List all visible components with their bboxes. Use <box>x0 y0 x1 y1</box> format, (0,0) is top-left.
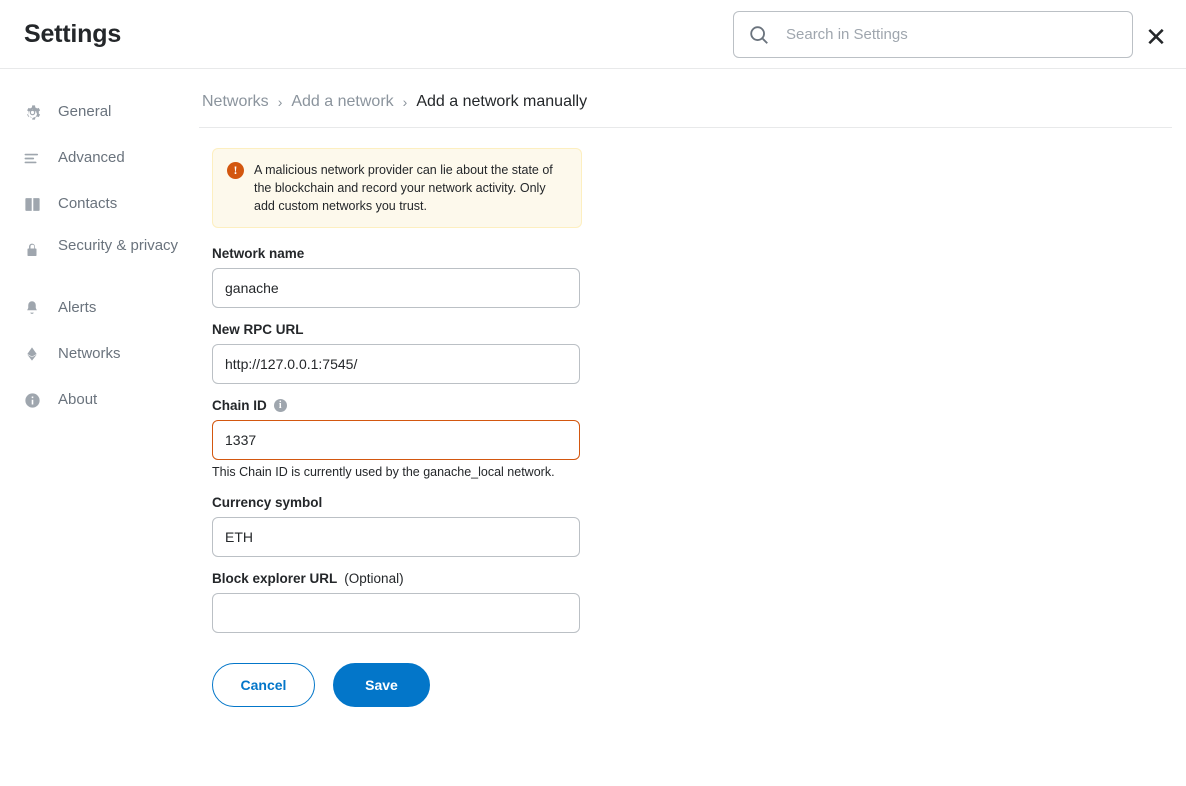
rpc-url-label <box>212 322 582 337</box>
gear-icon <box>22 102 42 122</box>
sidebar-item-advanced[interactable] <box>0 135 199 181</box>
sidebar-item-security-privacy[interactable] <box>0 227 199 285</box>
page-title: Settings <box>24 19 122 48</box>
breadcrumb <box>199 69 1172 128</box>
rpc-url-input[interactable] <box>212 344 580 384</box>
block-explorer-url-label <box>212 571 582 586</box>
sidebar-item-alerts[interactable] <box>0 285 199 331</box>
breadcrumb-item-current: Add a network manually <box>416 93 588 110</box>
sidebar-item-contacts[interactable] <box>0 181 199 227</box>
breadcrumb-separator: › <box>402 94 408 110</box>
settings-header <box>0 0 1186 69</box>
close-icon[interactable]: ✕ <box>1141 22 1171 52</box>
sidebar-item-label: General <box>58 102 112 120</box>
chain-id-label-text: Chain ID <box>212 398 267 414</box>
chain-id-helper-text: This Chain ID is currently used by the ganache_local network. <box>212 465 555 480</box>
breadcrumb-separator: › <box>277 94 283 110</box>
network-name-input[interactable] <box>212 268 580 308</box>
chain-id-label <box>212 398 582 413</box>
rpc-url-label-text: New RPC URL <box>212 322 304 338</box>
exclamation-icon: ! <box>227 162 244 179</box>
sidebar-item-networks[interactable] <box>0 331 199 377</box>
sidebar-item-label: Security & privacy <box>58 237 179 254</box>
chain-id-input[interactable] <box>212 420 580 460</box>
main-content <box>199 69 1186 786</box>
sliders-icon <box>22 148 42 168</box>
sidebar-item-about[interactable] <box>0 377 199 423</box>
info-icon[interactable]: i <box>274 399 287 412</box>
malicious-network-warning <box>212 148 582 228</box>
form-actions <box>212 663 582 707</box>
save-button[interactable]: Save <box>333 663 430 707</box>
add-network-form <box>212 128 582 707</box>
search-input[interactable] <box>784 25 1118 44</box>
sidebar-item-label: Contacts <box>58 194 118 212</box>
network-icon <box>22 344 42 364</box>
currency-symbol-label <box>212 495 582 510</box>
block-explorer-url-input[interactable] <box>212 593 580 633</box>
warning-text: A malicious network provider can lie about the state of the blockchain and record your network activity. Only add custom networks you trust. <box>254 163 553 214</box>
search-box[interactable] <box>733 11 1133 58</box>
currency-symbol-input[interactable] <box>212 517 580 557</box>
network-name-label-text: Network name <box>212 246 305 262</box>
info-circle-icon <box>22 390 42 410</box>
breadcrumb-item-add-a-network[interactable]: Add a network <box>291 93 394 110</box>
sidebar-item-label: About <box>58 390 98 408</box>
sidebar <box>0 69 199 786</box>
address-book-icon <box>22 194 42 214</box>
network-name-label <box>212 246 582 261</box>
sidebar-item-label: Networks <box>58 344 121 362</box>
block-explorer-url-label-text: Block explorer URL <box>212 571 338 587</box>
optional-tag: (Optional) <box>344 571 404 587</box>
sidebar-item-label: Alerts <box>58 298 97 316</box>
breadcrumb-item-networks[interactable]: Networks <box>202 93 269 110</box>
sidebar-item-general[interactable] <box>0 89 199 135</box>
sidebar-item-label: Advanced <box>58 148 125 166</box>
lock-icon <box>22 240 42 260</box>
search-icon <box>748 24 770 46</box>
cancel-button[interactable]: Cancel <box>212 663 315 707</box>
currency-symbol-label-text: Currency symbol <box>212 495 323 511</box>
bell-icon <box>22 298 42 318</box>
